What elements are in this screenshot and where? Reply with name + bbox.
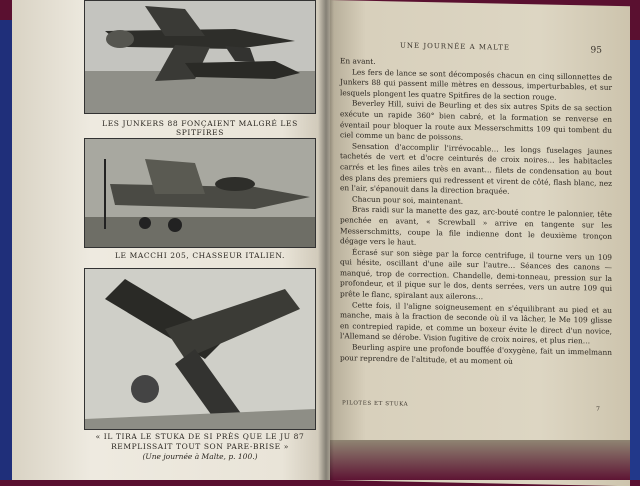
- page-signature-mark: 7: [596, 405, 600, 413]
- paragraph: Chacun pour soi, maintenant.: [352, 194, 464, 206]
- caption-stuka-reference: (Une journée à Malte, p. 100.): [142, 452, 258, 461]
- paragraph: Sensation d'accomplir l'irrévocable… les longs fuselages jaunes tachetés de vert et d'ocre ceinturés de croix noires… les habitacles carrés et les fines ailes très en avant… filets de condensation au bout des plans des premiers qui redressent et virent de côté, flash blanc, nez en l'air, s'épanouit dans la direction braquée.: [340, 141, 612, 196]
- photo-caption-macchi: LE MACCHI 205, CHASSEUR ITALIEN.: [114, 251, 286, 260]
- paragraph: Les fers de lance se sont décomposés chacun en cinq sillonnettes de Junkers 88 qui passent mille mètres en dessous, imperturbables, et sur lesquels plongent les quatre Spitfires de la section rouge.: [340, 67, 612, 102]
- caption-stuka-line2: REMPLISSAIT TOUT SON PARE-BRISE »: [111, 442, 289, 451]
- paragraph: Bras raidi sur la manette des gaz, arc-bouté contre le palonnier, tête penchée en avant, « Screwball » arrive en tangente sur les Messerschmitts, coupe la file indienne dont le deuxième tronçon dégage vers le haut.: [340, 204, 612, 247]
- page-edge-shadow: [330, 440, 630, 480]
- paragraph: Cette fois, il l'aligne soigneusement en s'équilibrant au pied et au manche, mais à la fraction de seconde où il va lâcher, le Me 109 glisse en contrepied rapide, et comme un boxeur évite le direct d'un novice, l'Allemand se dérobe. Vision fugitive de croix noires, et plus rien…: [340, 300, 612, 346]
- paragraph: Beverley Hill, suivi de Beurling et des six autres Spits de sa section exécute un rapide 360° bien cabré, et la formation se renverse en éventail pour bloquer la route aux Messerschmitts 109 qui tombent du ciel comme un banc de poissons.: [340, 98, 612, 142]
- body-text: [340, 56, 612, 369]
- book-spine: [318, 0, 334, 480]
- macchi-photo: [84, 138, 316, 248]
- paragraph: Écrasé sur son siège par la force centrifuge, il tourne vers un 109 qui hésite, oscillant d'une aile sur l'autre… Séances des canons — manqué, trop de correction. Chandelle, demi-tonneau, pression sur la profondeur, et il pique sur le dos, dents serrées, vers un autre 109 qui prête le flanc, spiralant aux ailerons…: [340, 247, 612, 302]
- left-page: [12, 0, 330, 480]
- paragraph: Beurling aspire une profonde bouffée d'oxygène, fait un immelmann pour reprendre de l'altitude, et au moment où: [340, 342, 612, 366]
- right-page: [330, 0, 630, 486]
- page-footer-title: PILOTES ET STUKA: [342, 400, 409, 408]
- stuka-photo: [84, 268, 316, 430]
- junkers-photo: [84, 0, 316, 114]
- running-head: UNE JOURNÉE A MALTE: [400, 41, 511, 52]
- photo-caption-junkers: LES JUNKERS 88 FONÇAIENT MALGRÉ LES SPITFIRES: [102, 119, 298, 137]
- photo-caption-stuka: [82, 432, 318, 462]
- paragraph: En avant.: [340, 56, 376, 66]
- book-cover-edge-right: [630, 40, 640, 480]
- caption-stuka-line1: « IL TIRA LE STUKA DE SI PRÈS QUE LE JU 87: [95, 432, 305, 441]
- page-number: 95: [590, 45, 602, 56]
